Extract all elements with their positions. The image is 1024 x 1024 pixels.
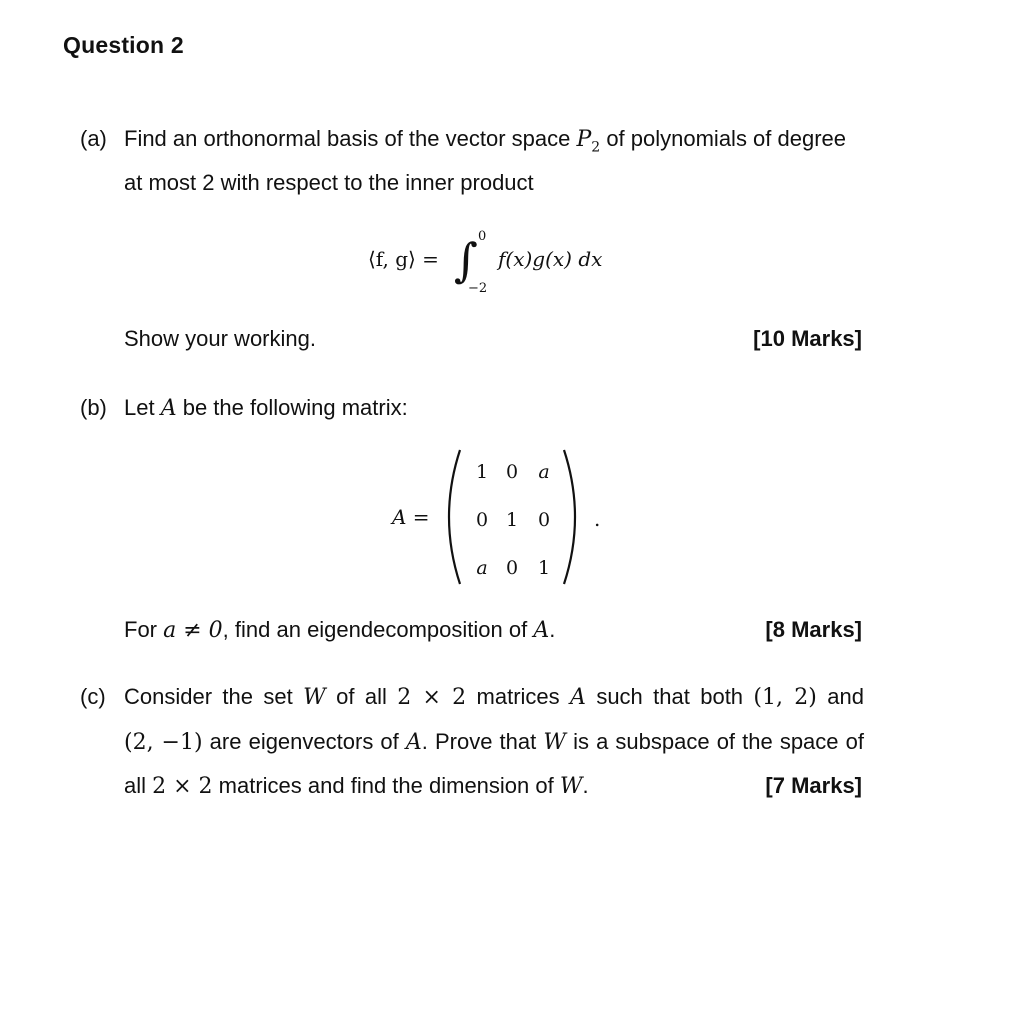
integral-lower-limit: −2 bbox=[468, 281, 488, 296]
matrix-symbol: A bbox=[405, 730, 422, 755]
part-c-text: matrices and find the dimension of bbox=[212, 773, 560, 798]
right-parenthesis bbox=[564, 450, 575, 584]
part-c-text: is a subspace of the space of bbox=[565, 729, 864, 754]
part-a-space-subscript: 2 bbox=[591, 139, 601, 156]
matrix-cells bbox=[476, 461, 550, 579]
part-c-line-1 bbox=[124, 684, 864, 710]
matrix-symbol: A bbox=[160, 396, 177, 421]
set-symbol: W bbox=[559, 774, 583, 799]
part-b-marks: [8 Marks] bbox=[765, 617, 862, 642]
matrix-cell-r1-c3: a bbox=[538, 461, 550, 483]
part-c-line-2 bbox=[124, 729, 864, 755]
part-c-text: such that both bbox=[596, 684, 754, 709]
part-b-text: , find an eigendecomposition of bbox=[222, 617, 534, 642]
part-b-label: (b) bbox=[80, 395, 107, 420]
part-c-label: (c) bbox=[80, 684, 106, 709]
part-b-intro bbox=[124, 395, 408, 421]
part-a-label: (a) bbox=[80, 126, 107, 151]
part-c-marks: [7 Marks] bbox=[765, 773, 862, 798]
part-a-line-2: at most 2 with respect to the inner product bbox=[124, 170, 534, 195]
matrix-cell-r1-c2: 0 bbox=[505, 461, 519, 483]
part-c-text: Consider the set bbox=[124, 684, 304, 709]
part-c-text: of all bbox=[336, 684, 398, 709]
matrix-cell-r2-c3: 0 bbox=[537, 509, 551, 531]
matrix-name: A = bbox=[392, 505, 430, 529]
dimension-math: 2 × 2 bbox=[397, 685, 467, 710]
part-b-text: For bbox=[124, 617, 164, 642]
left-parenthesis bbox=[449, 450, 460, 584]
question-title: Question 2 bbox=[63, 32, 184, 58]
part-a-marks: [10 Marks] bbox=[753, 326, 862, 351]
matrix-cell-r1-c1: 1 bbox=[475, 461, 489, 483]
inner-product-formula bbox=[368, 220, 648, 300]
matrix-cell-r2-c1: 0 bbox=[475, 509, 489, 531]
part-c-text: . bbox=[582, 773, 589, 798]
part-c-text: are eigenvectors of bbox=[202, 729, 406, 754]
part-c-text: . Prove that bbox=[421, 729, 544, 754]
part-c-text: matrices bbox=[476, 684, 571, 709]
matrix-symbol: A bbox=[570, 685, 586, 710]
matrix-cell-r3-c3: 1 bbox=[537, 557, 551, 579]
part-a-instruction: Show your working. bbox=[124, 326, 316, 351]
part-a-line-1 bbox=[124, 126, 846, 155]
part-a-text: of polynomials of degree bbox=[600, 126, 847, 151]
matrix-cell-r3-c1: a bbox=[476, 557, 488, 579]
set-symbol: W bbox=[543, 730, 566, 755]
condition-math: a ≠ 0 bbox=[163, 618, 223, 643]
formula-lhs: ⟨f, g⟩ = bbox=[368, 247, 439, 271]
matrix-symbol: A bbox=[533, 618, 550, 643]
integral-upper-limit: 0 bbox=[478, 229, 487, 244]
matrix-a bbox=[388, 444, 618, 590]
part-a-text: Find an orthonormal basis of the vector space bbox=[124, 126, 577, 151]
vector-math: (2, −1) bbox=[124, 730, 203, 755]
vector-math: (1, 2) bbox=[753, 685, 817, 710]
part-b-task bbox=[124, 617, 555, 643]
part-a-space-symbol: P bbox=[576, 127, 592, 152]
part-c-text: and bbox=[827, 684, 864, 709]
part-b-text: be the following matrix: bbox=[176, 395, 408, 420]
set-symbol: W bbox=[303, 685, 326, 710]
matrix-cell-r2-c2: 1 bbox=[505, 509, 519, 531]
dimension-math: 2 × 2 bbox=[152, 774, 213, 799]
integral-sign: ∫ bbox=[454, 233, 478, 287]
matrix-end-period: . bbox=[594, 507, 601, 531]
part-c-line-3 bbox=[124, 773, 589, 799]
formula-integrand: f(x)g(x) dx bbox=[498, 247, 603, 271]
matrix-cell-r3-c2: 0 bbox=[505, 557, 519, 579]
part-b-text: Let bbox=[124, 395, 161, 420]
part-c-text: all bbox=[124, 773, 153, 798]
part-b-text: . bbox=[549, 617, 556, 642]
